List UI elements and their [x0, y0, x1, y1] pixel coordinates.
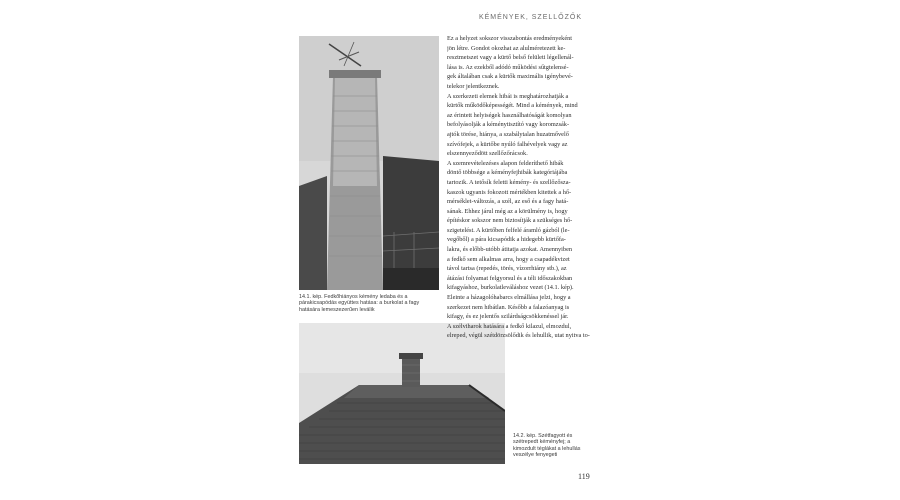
body-line: telekor jelentkeznek. [447, 82, 500, 90]
body-line: A szerkezeti elemek hibái is meghatározhatják a [447, 92, 569, 100]
body-line: vegőből) a pára kicsapódik a hidegebb kürtőfa- [447, 236, 566, 244]
figure-caption-1: 14.1. kép. Fedkőhiányos kémény ledaba és a párakicsapódás együttes hatása: a burkolat a fagy hatására lemeszezerűen leválik [299, 294, 420, 313]
body-line: szigetelést. A kürtőben felfelé áramló gázból (le- [447, 226, 570, 234]
body-line: lakra, és előbb-utóbb átitatja azokat. Amennyiben [447, 246, 573, 254]
body-line: elszennyeződött szellőzőrácsok. [447, 150, 528, 158]
page-number: 119 [578, 472, 590, 481]
body-line: mérséklet-változás, a szél, az eső és a fagy hatá- [447, 198, 569, 206]
body-line: szerkezet nem hibátlan. Később a falazóanyag is [447, 303, 570, 311]
photo-chimney-facade-image [299, 36, 439, 290]
body-line: szívófejek, a kürtőbe nyúló falhévelyek vagy az [447, 140, 568, 148]
photo-chimney-facade [299, 36, 439, 290]
body-line: elreped, végül szétdörzsölődik és lehullik, utat nyitva to- [447, 332, 590, 340]
figure-caption-2: 14.2. kép. Szétfagyott és szétrepedt kéményfej; a kimozdult téglákat a lehullás veszélye fenyegeti [513, 433, 581, 458]
body-line: kifagyáshoz, burkolatleváláshoz vezet (14.1. kép). [447, 284, 574, 292]
body-line: tartozik. A tetősík feletti kémény- és szellőzősza- [447, 178, 571, 186]
body-line: döntő többsége a kéményfejhibák kategóriájába [447, 169, 568, 177]
body-line: gek általában csak a kürtők maximális igénybevé- [447, 73, 573, 81]
body-line: távol tartsa (repedés, törés, vízorrhiány stb.), az [447, 265, 567, 273]
body-line: a fedkő sem alkalmas arra, hogy a csapadékvizet [447, 255, 570, 263]
body-line: A szélviharok hatására a fedkő kilazul, elmozdul, [447, 322, 572, 330]
photo-roof-chimney-image [299, 323, 505, 464]
body-line: Ez a helyzet sokszor visszabontás eredményeként [447, 35, 573, 42]
body-line: építéskor sokszor nem biztosítják a szükséges hő- [447, 217, 573, 225]
body-line: kaszok ugyanis fokozott mértékben kitettek a hő- [447, 188, 572, 196]
body-line: jön létre. Gondot okozhat az alulméretezett ke- [447, 44, 566, 52]
body-line: kürtők működőképességét. Mind a kémények, mind [447, 102, 578, 110]
running-header: KÉMÉNYEK, SZELLŐZŐK [478, 14, 582, 21]
body-line: kifagy, és ez jelentős szilárdságcsökkenéssel jár. [447, 313, 569, 321]
body-line: sának. Ehhez járul még az a körülmény is, hogy [447, 207, 568, 215]
body-line: lása is. Az ezekből adódó működési sűtgtelensé- [447, 63, 569, 71]
body-line: A szemrevételezéses alapon felderíthető hibák [447, 159, 564, 167]
body-line: befolyásolják a kéménytisztító vagy koromzsák- [447, 121, 570, 129]
photo-roof-chimney [299, 323, 505, 464]
body-line: ajtók törése, hiánya, a szabálytalan huzatmővelő [447, 130, 569, 138]
body-line: resztmetszet vagy a kürtő belső felületi légellenál- [447, 54, 574, 62]
body-line: az érintett helyiségek használhatóságát komolyan [447, 111, 572, 119]
body-line: átázási folyamat felgyorsul és a téli időszakokban [447, 274, 573, 282]
body-line: Eleinte a házagolóhabarcs elmállása jelzi, hogy a [447, 294, 571, 302]
body-text-column [447, 34, 590, 341]
